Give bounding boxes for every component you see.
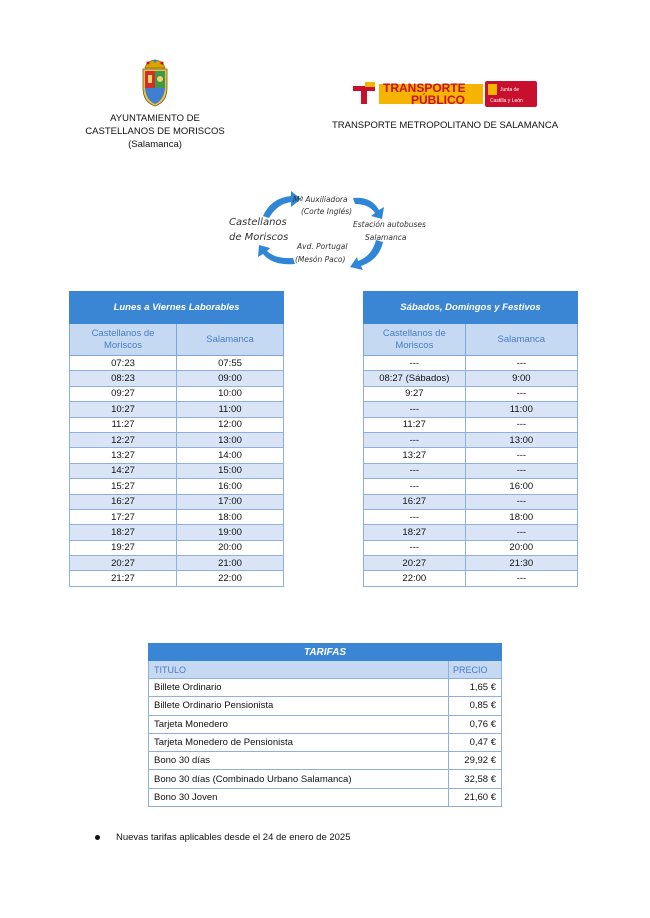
departure-time: 18:27 <box>364 525 466 540</box>
route-stop-top-line-1: Mª Auxiliadora <box>293 195 348 204</box>
fare-price: 29,92 € <box>449 752 502 770</box>
arrival-time: 15:00 <box>177 463 284 478</box>
table-row <box>364 571 578 586</box>
arrow-to-origin-icon <box>258 245 295 264</box>
arrival-time: 13:00 <box>465 432 577 447</box>
arrival-time: 11:00 <box>465 402 577 417</box>
arrival-time: --- <box>465 417 577 432</box>
arrival-time: 12:00 <box>177 417 284 432</box>
route-stop-bottom-line-2: (Mesón Paco) <box>295 255 346 264</box>
departure-time: --- <box>364 479 466 494</box>
table-row <box>70 556 284 571</box>
arrival-time: 18:00 <box>177 509 284 524</box>
municipality-line-3: (Salamanca) <box>128 139 182 150</box>
arrival-time: 9:00 <box>465 371 577 386</box>
fares-table <box>148 643 502 807</box>
transport-header <box>320 78 570 131</box>
departure-time: 12:27 <box>70 432 177 447</box>
route-stop-right-line-1: Estación autobuses <box>353 220 426 229</box>
service-name: TRANSPORTE METROPOLITANO DE SALAMANCA <box>331 120 559 131</box>
arrival-time: 13:00 <box>177 432 284 447</box>
table-row <box>149 679 502 697</box>
fare-price: 21,60 € <box>449 788 502 806</box>
arrival-time: 10:00 <box>177 386 284 401</box>
logo-badge-line-2: Castilla y León <box>490 98 523 104</box>
table-row <box>364 448 578 463</box>
arrival-time: 11:00 <box>177 402 284 417</box>
fare-name: Billete Ordinario Pensionista <box>149 697 449 715</box>
fare-name: Bono 30 días (Combinado Urbano Salamanca) <box>149 770 449 788</box>
departure-time: --- <box>364 432 466 447</box>
table-row <box>364 356 578 371</box>
table-row <box>70 463 284 478</box>
table-row <box>70 356 284 371</box>
fare-name: Tarjeta Monedero <box>149 715 449 733</box>
departure-time: 20:27 <box>364 556 466 571</box>
fare-price: 0,76 € <box>449 715 502 733</box>
departure-time: 11:27 <box>70 417 177 432</box>
table-row <box>70 371 284 386</box>
route-stop-bottom-line-1: Avd. Portugal <box>297 242 348 251</box>
arrival-time: --- <box>465 571 577 586</box>
departure-time: 07:23 <box>70 356 177 371</box>
table-row <box>364 402 578 417</box>
weekday-col-destination: Salamanca <box>177 324 284 356</box>
departure-time: 22:00 <box>364 571 466 586</box>
table-row <box>364 525 578 540</box>
fare-price: 32,58 € <box>449 770 502 788</box>
logo-line-1: TRANSPORTE <box>383 81 466 95</box>
departure-time: 9:27 <box>364 386 466 401</box>
route-diagram <box>225 190 426 270</box>
departure-time: 17:27 <box>70 509 177 524</box>
fare-name: Billete Ordinario <box>149 679 449 697</box>
fare-name: Bono 30 Joven <box>149 788 449 806</box>
table-row <box>70 494 284 509</box>
table-row <box>149 733 502 751</box>
departure-time: --- <box>364 463 466 478</box>
logo-line-2: PÚBLICO <box>411 93 465 107</box>
table-row <box>70 571 284 586</box>
municipality-header <box>80 58 230 151</box>
weekday-rows <box>70 356 284 587</box>
arrival-time: 19:00 <box>177 525 284 540</box>
logo-badge-line-1: Junta de <box>500 87 520 93</box>
departure-time: --- <box>364 402 466 417</box>
departure-time: 16:27 <box>364 494 466 509</box>
arrival-time: 20:00 <box>177 540 284 555</box>
fare-name: Bono 30 días <box>149 752 449 770</box>
arrival-time: 18:00 <box>465 509 577 524</box>
weekend-rows <box>364 356 578 587</box>
table-row <box>70 402 284 417</box>
arrival-time: 14:00 <box>177 448 284 463</box>
weekend-col-destination: Salamanca <box>465 324 577 356</box>
fares-rows <box>149 679 502 807</box>
table-row <box>149 715 502 733</box>
departure-time: 15:27 <box>70 479 177 494</box>
table-row <box>364 540 578 555</box>
table-row <box>364 509 578 524</box>
fares-col-title: TITULO <box>149 661 449 679</box>
route-stop-top-line-2: (Corte Inglés) <box>301 207 353 216</box>
table-row <box>149 697 502 715</box>
departure-time: 19:27 <box>70 540 177 555</box>
table-row <box>70 432 284 447</box>
table-row <box>70 525 284 540</box>
departure-time: --- <box>364 509 466 524</box>
bullet-icon <box>95 835 100 840</box>
arrival-time: --- <box>465 448 577 463</box>
coat-of-arms-icon <box>139 58 171 108</box>
route-origin-line-2: de Moriscos <box>229 232 289 243</box>
arrival-time: 20:00 <box>465 540 577 555</box>
departure-time: 14:27 <box>70 463 177 478</box>
arrival-time: 22:00 <box>177 571 284 586</box>
arrival-time: 16:00 <box>465 479 577 494</box>
arrival-time: --- <box>465 356 577 371</box>
table-row <box>70 540 284 555</box>
route-origin-line-1: Castellanos <box>229 217 287 228</box>
departure-time: 09:27 <box>70 386 177 401</box>
departure-time: 13:27 <box>364 448 466 463</box>
weekend-schedule-table <box>363 291 578 587</box>
departure-time: 08:23 <box>70 371 177 386</box>
arrival-time: --- <box>465 525 577 540</box>
table-row <box>149 752 502 770</box>
weekday-schedule-table <box>69 291 284 587</box>
arrival-time: 17:00 <box>177 494 284 509</box>
departure-time: 18:27 <box>70 525 177 540</box>
arrival-time: --- <box>465 463 577 478</box>
table-row <box>70 509 284 524</box>
weekend-col-origin: Castellanos de Moriscos <box>364 324 466 356</box>
transporte-publico-logo <box>351 78 539 108</box>
table-row <box>364 417 578 432</box>
arrow-to-right-icon <box>353 198 384 219</box>
fare-price: 1,65 € <box>449 679 502 697</box>
departure-time: 11:27 <box>364 417 466 432</box>
weekday-title: Lunes a Viernes Laborables <box>70 292 284 324</box>
table-row <box>149 788 502 806</box>
table-row <box>70 448 284 463</box>
fares-note-text: Nuevas tarifas aplicables desde el 24 de enero de 2025 <box>116 832 351 843</box>
weekday-col-origin: Castellanos de Moriscos <box>70 324 177 356</box>
table-row <box>364 463 578 478</box>
fares-col-price: PRECIO <box>449 661 502 679</box>
table-row <box>364 494 578 509</box>
departure-time: 13:27 <box>70 448 177 463</box>
arrow-to-bottom-icon <box>350 240 383 270</box>
arrival-time: --- <box>465 386 577 401</box>
table-row <box>364 556 578 571</box>
fare-price: 0,85 € <box>449 697 502 715</box>
departure-time: 16:27 <box>70 494 177 509</box>
municipality-line-2: CASTELLANOS DE MORISCOS <box>85 126 225 137</box>
fare-name: Tarjeta Monedero de Pensionista <box>149 733 449 751</box>
departure-time: 21:27 <box>70 571 177 586</box>
fare-price: 0,47 € <box>449 733 502 751</box>
departure-time: --- <box>364 540 466 555</box>
fares-title: TARIFAS <box>149 644 502 661</box>
arrival-time: --- <box>465 494 577 509</box>
arrival-time: 16:00 <box>177 479 284 494</box>
table-row <box>70 479 284 494</box>
table-row <box>364 386 578 401</box>
arrival-time: 07:55 <box>177 356 284 371</box>
table-row <box>149 770 502 788</box>
table-row <box>364 479 578 494</box>
arrival-time: 21:00 <box>177 556 284 571</box>
route-stop-right-line-2: Salamanca <box>365 233 407 242</box>
departure-time: --- <box>364 356 466 371</box>
arrival-time: 09:00 <box>177 371 284 386</box>
municipality-line-1: AYUNTAMIENTO DE <box>110 113 200 124</box>
departure-time: 08:27 (Sábados) <box>364 371 466 386</box>
departure-time: 10:27 <box>70 402 177 417</box>
weekend-title: Sábados, Domingos y Festivos <box>364 292 578 324</box>
table-row <box>70 386 284 401</box>
arrival-time: 21:30 <box>465 556 577 571</box>
departure-time: 20:27 <box>70 556 177 571</box>
table-row <box>364 371 578 386</box>
fares-note <box>95 832 351 843</box>
table-row <box>70 417 284 432</box>
table-row <box>364 432 578 447</box>
